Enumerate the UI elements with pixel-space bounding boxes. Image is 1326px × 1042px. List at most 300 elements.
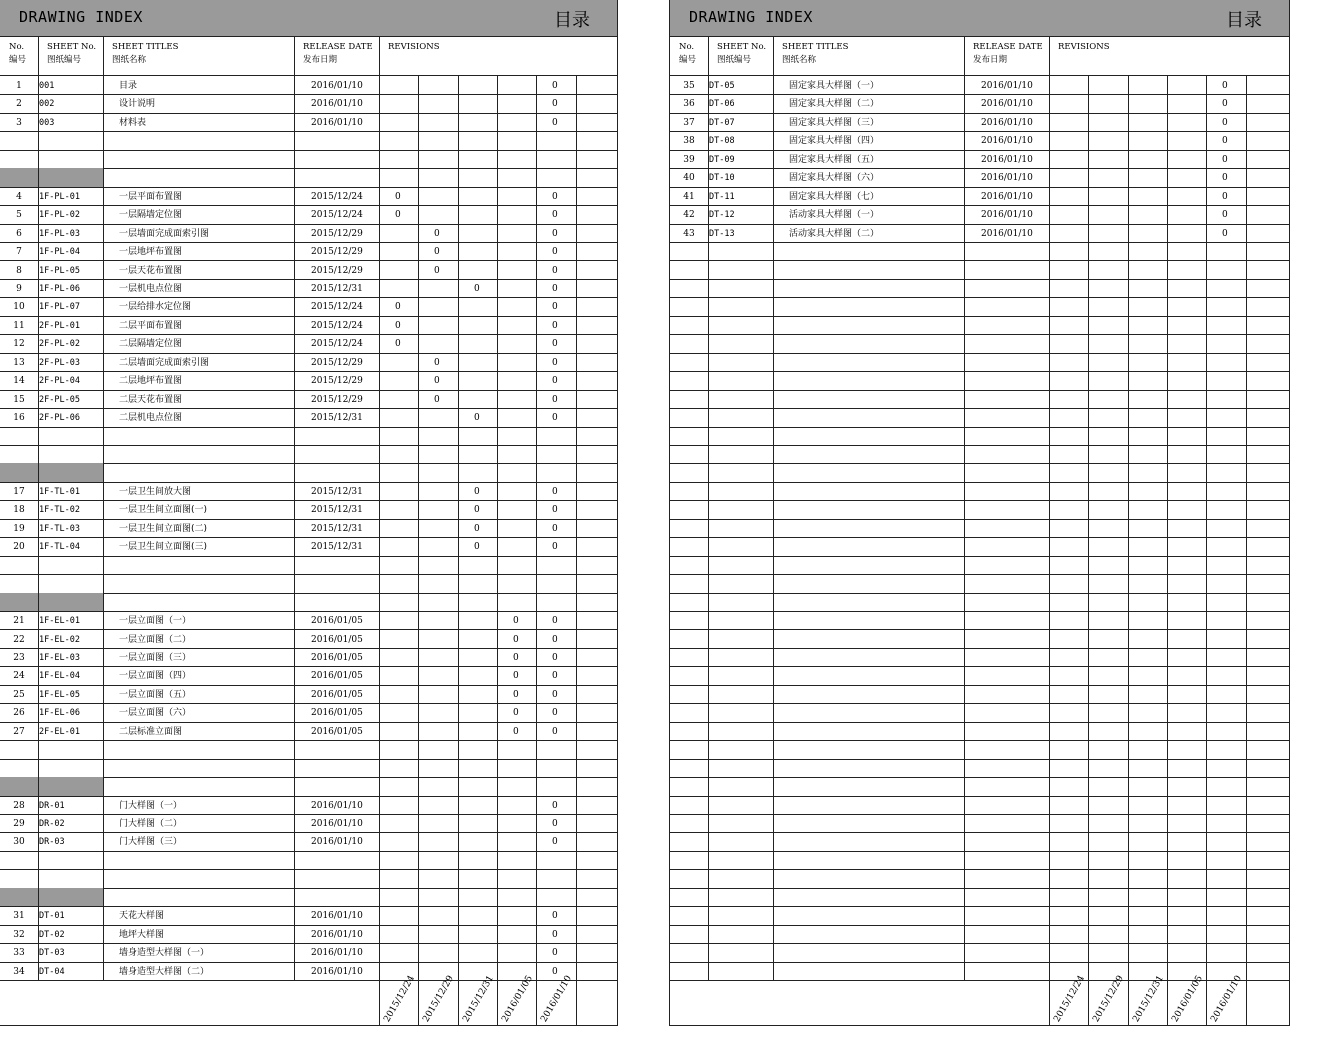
blank-row: [670, 371, 1289, 390]
blank-row: [670, 408, 1289, 427]
sheet-title: 二层隔墙定位图: [119, 339, 183, 350]
revision-mark: 0: [513, 616, 519, 627]
column-divider: [38, 76, 39, 980]
row-number: 15: [13, 394, 25, 405]
col-header-revisions-en: REVISIONS: [388, 42, 440, 52]
blank-row: [0, 463, 617, 482]
blank-row: [670, 482, 1289, 501]
revision-mark: 0: [552, 671, 558, 682]
table-row: [0, 703, 617, 722]
revision-mark: 0: [1222, 228, 1228, 239]
column-divider: [1088, 76, 1089, 980]
release-date: 2016/01/10: [311, 948, 363, 959]
row-number: 31: [13, 911, 25, 922]
sheet-title: 一层立面图（三）: [119, 652, 192, 663]
column-divider: [1049, 36, 1050, 75]
table-row: [0, 537, 617, 556]
revision-mark: 0: [552, 708, 558, 719]
table-row: [0, 242, 617, 261]
blank-row: [670, 519, 1289, 538]
blank-row: [670, 630, 1289, 649]
sheet-number: 1F-TL-04: [39, 542, 80, 553]
release-date: 2016/01/05: [311, 708, 363, 719]
revision-mark: 0: [1222, 117, 1228, 128]
table-row: [670, 131, 1289, 150]
revision-mark: 0: [1222, 210, 1228, 221]
table-row: [0, 205, 617, 224]
revision-mark: 0: [552, 210, 558, 221]
column-divider: [418, 76, 419, 980]
release-date: 2016/01/10: [311, 929, 363, 940]
revision-mark: 0: [1222, 99, 1228, 110]
footer-divider: [1128, 980, 1129, 1025]
blank-row: [670, 316, 1289, 335]
col-header-no-en: No.: [679, 42, 695, 52]
row-number: 29: [13, 819, 25, 829]
release-date: 2016/01/10: [981, 154, 1033, 165]
blank-row: [670, 832, 1289, 851]
column-divider: [708, 36, 709, 75]
sheet-title: 天花大样图: [119, 911, 165, 922]
sheet-title: 固定家具大样图（四）: [789, 136, 880, 147]
column-divider: [1246, 76, 1247, 980]
sheet-title: 一层卫生间立面图(三): [119, 542, 208, 553]
col-header-sheet-en: SHEET No.: [717, 42, 767, 52]
sheet-title: 一层立面图（二）: [119, 634, 192, 645]
sheet-title: 设计说明: [119, 99, 156, 110]
blank-row: [670, 593, 1289, 612]
blank-row: [670, 463, 1289, 482]
column-divider: [38, 36, 39, 75]
revision-date-label: 2015/12/31: [461, 974, 496, 1025]
revision-mark: 0: [1222, 191, 1228, 202]
revision-date-label: 2015/12/24: [1052, 974, 1087, 1025]
sheet-number: DT-02: [39, 929, 65, 940]
blank-row: [0, 851, 617, 870]
blank-row: [0, 131, 617, 150]
row-number: 23: [13, 652, 25, 663]
sheet-title: 一层隔墙定位图: [119, 210, 183, 221]
sheet-title: 一层卫生间立面图(一): [119, 505, 208, 516]
row-number: 25: [13, 689, 25, 700]
revision-mark: 0: [395, 320, 401, 331]
blank-row: [670, 703, 1289, 722]
row-number: 10: [13, 302, 25, 313]
release-date: 2016/01/10: [981, 136, 1033, 147]
sheet-number: 1F-PL-02: [39, 210, 80, 221]
blank-row: [0, 427, 617, 446]
column-divider: [773, 36, 774, 75]
revision-mark: 0: [552, 523, 558, 534]
sheet-number: 1F-EL-01: [39, 616, 80, 627]
row-number: 5: [16, 210, 22, 221]
table-row: [0, 943, 617, 962]
revision-date-label: 2016/01/10: [1209, 974, 1244, 1025]
revision-mark: 0: [474, 505, 480, 516]
sheet-number: DT-04: [39, 966, 65, 977]
release-date: 2015/12/29: [311, 376, 363, 387]
revision-mark: 0: [552, 302, 558, 313]
revision-mark: 0: [552, 339, 558, 350]
sheet-title: 一层立面图（四）: [119, 671, 192, 682]
sheet-number: DT-03: [39, 948, 65, 959]
revision-mark: 0: [552, 413, 558, 424]
row-number: 36: [683, 99, 695, 110]
release-date: 2015/12/29: [311, 247, 363, 258]
column-divider: [576, 76, 577, 980]
column-divider: [964, 76, 965, 980]
col-header-sheet-cn: 图纸编号: [47, 55, 82, 65]
sheet-number: 1F-EL-05: [39, 689, 80, 700]
blank-row: [670, 943, 1289, 962]
blank-row: [0, 777, 617, 796]
column-header: [0, 36, 617, 76]
column-divider: [379, 76, 380, 980]
blank-row: [670, 242, 1289, 261]
table-row: [0, 906, 617, 925]
release-date: 2015/12/31: [311, 505, 363, 516]
row-number: 32: [13, 929, 25, 940]
blank-row: [670, 906, 1289, 925]
sheet-header: [0, 0, 617, 37]
column-divider: [294, 36, 295, 75]
row-number: 43: [683, 228, 695, 239]
column-divider: [1049, 76, 1050, 980]
blank-row: [670, 390, 1289, 409]
row-number: 16: [13, 413, 25, 424]
revision-mark: 0: [552, 800, 558, 811]
sheet-title: 二层标准立面图: [119, 726, 183, 737]
title-cn: 目录: [554, 10, 590, 31]
release-date: 2016/01/05: [311, 634, 363, 645]
sheet-title: 门大样图（三）: [119, 837, 183, 848]
column-divider: [1167, 76, 1168, 980]
row-number: 3: [16, 117, 22, 128]
blank-row: [670, 427, 1289, 446]
release-date: 2016/01/10: [311, 911, 363, 922]
sheet-number: 2F-PL-01: [39, 320, 80, 331]
footer-divider: [1088, 980, 1089, 1025]
revision-mark: 0: [474, 542, 480, 553]
release-date: 2016/01/10: [311, 117, 363, 128]
sheet-number: 1F-TL-01: [39, 486, 80, 497]
table-row: [670, 205, 1289, 224]
table-row: [0, 648, 617, 667]
col-header-no: [670, 36, 696, 75]
col-header-no-cn: 编号: [9, 55, 27, 65]
revision-mark: 0: [552, 616, 558, 627]
section-band: [0, 888, 103, 906]
table-row: [0, 76, 617, 95]
sheet-title: 二层墙面完成面索引图: [119, 357, 210, 368]
sheet-number: DT-08: [709, 136, 735, 147]
sheet-number: 1F-PL-05: [39, 265, 80, 276]
release-date: 2016/01/10: [311, 800, 363, 811]
revision-mark: 0: [513, 726, 519, 737]
col-header-title-en: SHEET TITLES: [782, 42, 849, 52]
revision-mark: 0: [552, 265, 558, 276]
row-number: 20: [13, 542, 25, 553]
column-divider: [536, 76, 537, 980]
revision-mark: 0: [434, 247, 440, 258]
col-header-revisions-en: REVISIONS: [1058, 42, 1110, 52]
index-sheet-right: [669, 0, 1290, 1026]
table-row: [0, 334, 617, 353]
release-date: 2016/01/10: [981, 117, 1033, 128]
revision-date-footer: [0, 974, 617, 1025]
title-cn: 目录: [1226, 10, 1262, 31]
revision-date-label: 2015/12/29: [1091, 974, 1126, 1025]
table-row: [0, 261, 617, 280]
release-date: 2015/12/24: [311, 191, 363, 202]
col-header-date-cn: 发布日期: [303, 55, 338, 65]
revision-mark: 0: [552, 542, 558, 553]
footer-divider: [458, 980, 459, 1025]
release-date: 2016/01/05: [311, 616, 363, 627]
table-row: [670, 94, 1289, 113]
revision-date-label: 2015/12/29: [421, 974, 456, 1025]
footer-divider: [379, 980, 380, 1025]
blank-row: [670, 888, 1289, 907]
row-number: 28: [13, 800, 25, 811]
table-row: [670, 150, 1289, 169]
sheet-title: 固定家具大样图（三）: [789, 117, 880, 128]
section-band: [0, 463, 103, 481]
row-number: 9: [16, 283, 22, 294]
row-number: 19: [13, 523, 25, 534]
column-divider: [708, 76, 709, 980]
revision-mark: 0: [552, 505, 558, 516]
row-number: 2: [16, 99, 22, 110]
revision-mark: 0: [474, 523, 480, 534]
sheet-number: 001: [39, 81, 55, 91]
row-number: 12: [13, 339, 25, 350]
revision-mark: 0: [434, 265, 440, 276]
revision-mark: 0: [474, 283, 480, 294]
table-row: [0, 796, 617, 815]
col-header-title: [103, 36, 178, 75]
col-header-title-en: SHEET TITLES: [112, 42, 179, 52]
sheet-number: 1F-EL-06: [39, 708, 80, 719]
revision-mark: 0: [552, 81, 558, 91]
row-number: 42: [683, 210, 695, 221]
sheet-title: 固定家具大样图（二）: [789, 99, 880, 110]
blank-row: [670, 666, 1289, 685]
blank-row: [0, 574, 617, 593]
footer-divider: [497, 980, 498, 1025]
revision-mark: 0: [513, 652, 519, 663]
blank-row: [670, 556, 1289, 575]
revision-mark: 0: [1222, 154, 1228, 165]
sheet-title: 一层立面图（一）: [119, 616, 192, 627]
footer-divider: [536, 980, 537, 1025]
revision-mark: 0: [1222, 136, 1228, 147]
row-number: 38: [683, 136, 695, 147]
revision-date-label: 2015/12/24: [382, 974, 417, 1025]
blank-row: [670, 851, 1289, 870]
row-number: 13: [13, 357, 25, 368]
sheet-number: DT-12: [709, 210, 735, 221]
revision-mark: 0: [395, 210, 401, 221]
table-row: [0, 390, 617, 409]
row-number: 35: [683, 81, 695, 91]
sheet-number: 1F-PL-07: [39, 302, 80, 313]
blank-row: [670, 759, 1289, 778]
row-number: 41: [683, 191, 695, 202]
revision-mark: 0: [513, 708, 519, 719]
col-header-title-cn: 图纸名称: [782, 55, 817, 65]
col-header-revisions: [379, 36, 440, 75]
sheet-number: DR-02: [39, 819, 65, 829]
sheet-number: DR-03: [39, 837, 65, 848]
table-row: [0, 814, 617, 833]
col-header-date-cn: 发布日期: [973, 55, 1008, 65]
sheet-title: 一层平面布置图: [119, 191, 183, 202]
revision-mark: 0: [552, 394, 558, 405]
table-row: [0, 722, 617, 741]
table-row: [0, 371, 617, 390]
table-row: [0, 482, 617, 501]
sheet-number: 2F-PL-03: [39, 357, 80, 368]
release-date: 2016/01/10: [311, 819, 363, 829]
row-number: 21: [13, 616, 25, 627]
section-band: [0, 777, 103, 795]
revision-mark: 0: [395, 191, 401, 202]
revision-mark: 0: [552, 228, 558, 239]
row-number: 33: [13, 948, 25, 959]
row-number: 34: [13, 966, 25, 977]
sheet-title: 墙身造型大样图（二）: [119, 966, 210, 977]
release-date: 2016/01/10: [981, 228, 1033, 239]
footer-divider: [418, 980, 419, 1025]
table-row: [670, 76, 1289, 95]
sheet-title: 二层地坪布置图: [119, 376, 183, 387]
release-date: 2015/12/29: [311, 228, 363, 239]
sheet-title: 固定家具大样图（六）: [789, 173, 880, 184]
table-row: [0, 630, 617, 649]
sheet-number: 1F-EL-04: [39, 671, 80, 682]
table-row: [0, 297, 617, 316]
sheet-title: 一层机电点位图: [119, 283, 183, 294]
sheet-title: 固定家具大样图（七）: [789, 191, 880, 202]
revision-mark: 0: [1222, 81, 1228, 91]
row-number: 39: [683, 154, 695, 165]
revision-mark: 0: [552, 191, 558, 202]
release-date: 2015/12/31: [311, 283, 363, 294]
col-header-revisions: [1049, 36, 1110, 75]
blank-row: [670, 869, 1289, 888]
row-number: 14: [13, 376, 25, 387]
section-band: [0, 168, 103, 186]
sheet-number: DR-01: [39, 800, 65, 811]
sheet-number: 2F-PL-04: [39, 376, 80, 387]
revision-mark: 0: [552, 486, 558, 497]
revision-mark: 0: [552, 966, 558, 977]
release-date: 2015/12/29: [311, 357, 363, 368]
table-row: [0, 316, 617, 335]
revision-mark: 0: [434, 357, 440, 368]
revision-date-label: 2015/12/31: [1131, 974, 1166, 1025]
row-number: 7: [16, 247, 22, 258]
column-header: [670, 36, 1289, 76]
sheet-title: 一层地坪布置图: [119, 247, 183, 258]
sheet-number: 003: [39, 117, 55, 128]
blank-row: [670, 334, 1289, 353]
sheet-title: 固定家具大样图（一）: [789, 81, 880, 91]
release-date: 2016/01/10: [981, 210, 1033, 221]
blank-row: [670, 648, 1289, 667]
release-date: 2015/12/29: [311, 394, 363, 405]
table-row: [0, 832, 617, 851]
blank-row: [0, 740, 617, 759]
blank-row: [670, 740, 1289, 759]
sheet-title: 一层墙面完成面索引图: [119, 228, 210, 239]
revision-mark: 0: [434, 394, 440, 405]
revision-mark: 0: [513, 689, 519, 700]
blank-row: [670, 814, 1289, 833]
revision-mark: 0: [474, 413, 480, 424]
sheet-title: 一层卫生间立面图(二): [119, 523, 208, 534]
row-number: 11: [13, 320, 25, 331]
revision-mark: 0: [395, 339, 401, 350]
release-date: 2016/01/10: [981, 81, 1033, 91]
sheet-title: 二层平面布置图: [119, 320, 183, 331]
blank-row: [670, 722, 1289, 741]
col-header-date: [294, 36, 373, 75]
revision-date-label: 2016/01/10: [539, 974, 574, 1025]
row-number: 37: [683, 117, 695, 128]
sheet-number: DT-11: [709, 191, 735, 202]
revision-mark: 0: [552, 837, 558, 848]
release-date: 2016/01/10: [981, 191, 1033, 202]
blank-row: [670, 297, 1289, 316]
col-header-sheet: [38, 36, 96, 75]
sheet-header: [670, 0, 1289, 37]
blank-row: [0, 445, 617, 464]
title-en: DRAWING INDEX: [19, 8, 143, 26]
index-sheet-left: [0, 0, 618, 1026]
sheet-number: 002: [39, 99, 55, 110]
col-header-title: [773, 36, 848, 75]
sheet-title: 一层天花布置图: [119, 265, 183, 276]
revision-mark: 0: [552, 376, 558, 387]
sheet-number: 1F-EL-02: [39, 634, 80, 645]
sheet-number: 1F-PL-03: [39, 228, 80, 239]
revision-mark: 0: [552, 283, 558, 294]
release-date: 2016/01/05: [311, 652, 363, 663]
column-divider: [294, 76, 295, 980]
sheet-title: 一层卫生间放大图: [119, 486, 192, 497]
column-divider: [497, 76, 498, 980]
release-date: 2015/12/31: [311, 486, 363, 497]
table-row: [0, 666, 617, 685]
col-header-no-cn: 编号: [679, 55, 697, 65]
revision-mark: 0: [513, 671, 519, 682]
row-number: 30: [13, 837, 25, 848]
revision-mark: 0: [513, 634, 519, 645]
sheet-number: 1F-PL-06: [39, 283, 80, 294]
row-number: 1: [16, 81, 22, 91]
table-row: [0, 224, 617, 243]
column-divider: [103, 76, 104, 980]
revision-mark: 0: [552, 819, 558, 829]
revision-mark: 0: [552, 726, 558, 737]
table-row: [0, 353, 617, 372]
sheet-number: 1F-PL-01: [39, 191, 80, 202]
row-number: 40: [683, 173, 695, 184]
sheet-title: 门大样图（一）: [119, 800, 183, 811]
table-row: [670, 224, 1289, 243]
